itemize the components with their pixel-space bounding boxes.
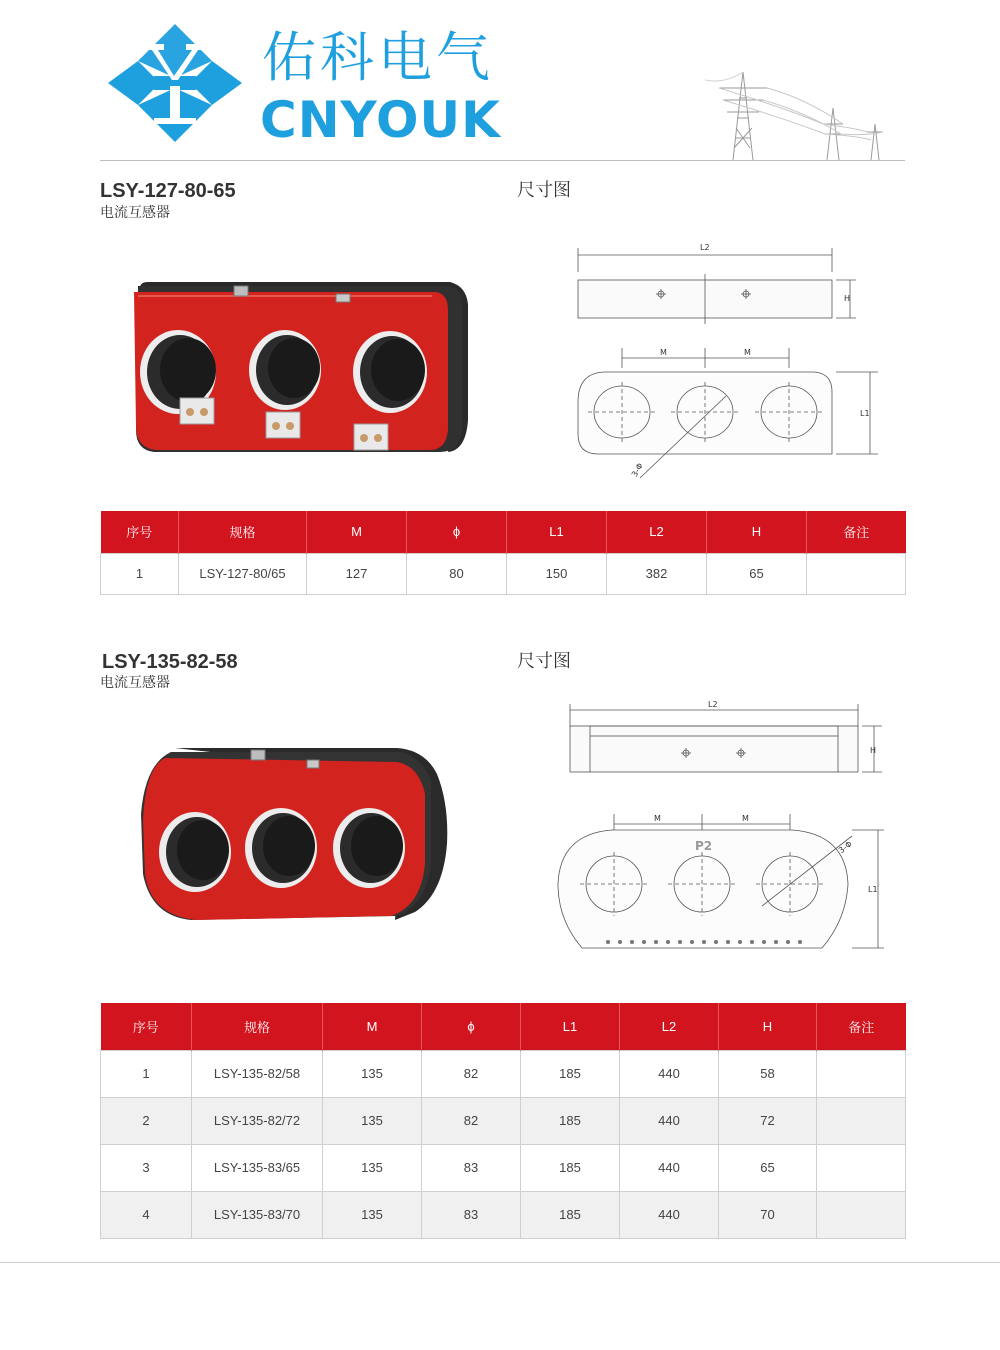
table-cell: [817, 1097, 906, 1144]
table-cell: LSY-135-82/72: [192, 1097, 323, 1144]
table-cell: 83: [422, 1191, 521, 1238]
table-header-cell: 规格: [179, 511, 307, 553]
section2-l2-label: L2: [708, 700, 718, 709]
brand-logo-icon: [108, 24, 242, 142]
table-cell: 65: [719, 1144, 817, 1191]
section1-subtitle: 电流互感器: [100, 205, 170, 221]
table-cell: [817, 1144, 906, 1191]
section2-subtitle: 电流互感器: [100, 675, 170, 691]
section1-dimension-drawing: [560, 238, 880, 488]
table-cell: 127: [307, 553, 407, 594]
table-cell: 150: [507, 553, 607, 594]
section2-p2-label: P2: [695, 839, 713, 853]
table-cell: 135: [323, 1191, 422, 1238]
section2-dimension-title: 尺寸图: [517, 651, 571, 672]
table-cell: 185: [521, 1191, 620, 1238]
table-cell: [817, 1191, 906, 1238]
table-cell: 185: [521, 1144, 620, 1191]
table-row: [101, 1144, 906, 1191]
section2-h-label: H: [870, 746, 877, 755]
table-header-cell: L2: [607, 511, 707, 553]
section2-model-title: LSY-135-82-58: [102, 651, 238, 673]
power-tower-illustration-icon: [705, 68, 895, 163]
table-cell: 440: [620, 1144, 719, 1191]
table-cell: 382: [607, 553, 707, 594]
table-cell: LSY-127-80/65: [179, 553, 307, 594]
table-cell: 70: [719, 1191, 817, 1238]
section2-l1-label: L1: [868, 885, 878, 894]
section1-product-image: [130, 280, 475, 460]
table-cell: 83: [422, 1144, 521, 1191]
table-header-cell: L1: [521, 1003, 620, 1050]
table-cell: [817, 1050, 906, 1097]
table-cell: 1: [101, 553, 179, 594]
table-cell: 3: [101, 1144, 192, 1191]
table-row: [101, 1191, 906, 1238]
brand-name-cn: 佑科电气: [262, 26, 494, 89]
table-header-cell: ϕ: [422, 1003, 521, 1050]
table-cell: 185: [521, 1050, 620, 1097]
table-cell: 80: [407, 553, 507, 594]
table-cell: 185: [521, 1097, 620, 1144]
table-row: [101, 1097, 906, 1144]
section1-model-title: LSY-127-80-65: [100, 180, 236, 202]
table-cell: [807, 553, 906, 594]
section1-spec-table: [100, 511, 906, 595]
table-cell: 82: [422, 1050, 521, 1097]
table-header-cell: 备注: [817, 1003, 906, 1050]
section1-table-header-row: [101, 511, 906, 553]
table-cell: 72: [719, 1097, 817, 1144]
table-header-cell: M: [323, 1003, 422, 1050]
table-header-cell: H: [707, 511, 807, 553]
table-header-cell: ϕ: [407, 511, 507, 553]
table-cell: 4: [101, 1191, 192, 1238]
table-cell: 135: [323, 1050, 422, 1097]
section1-m1-label: M: [660, 348, 667, 357]
section1-m2-label: M: [744, 348, 751, 357]
table-header-cell: L2: [620, 1003, 719, 1050]
table-cell: 58: [719, 1050, 817, 1097]
table-cell: 2: [101, 1097, 192, 1144]
table-cell: LSY-135-83/65: [192, 1144, 323, 1191]
section2-m2-label: M: [742, 814, 749, 823]
table-header-cell: 规格: [192, 1003, 323, 1050]
table-cell: 65: [707, 553, 807, 594]
table-row: [101, 553, 906, 594]
table-cell: 440: [620, 1097, 719, 1144]
table-header-cell: 序号: [101, 1003, 192, 1050]
header-divider: [100, 160, 905, 161]
table-cell: 440: [620, 1050, 719, 1097]
section1-h-label: H: [844, 294, 851, 303]
section2-dimension-drawing: [552, 696, 892, 956]
section1-l2-label: L2: [700, 243, 710, 252]
section2-phi-label: 3-Φ: [837, 839, 854, 856]
section2-spec-table: [100, 1003, 906, 1239]
table-cell: LSY-135-82/58: [192, 1050, 323, 1097]
table-header-cell: 序号: [101, 511, 179, 553]
table-cell: 1: [101, 1050, 192, 1097]
table-cell: 440: [620, 1191, 719, 1238]
section1-l1-label: L1: [860, 409, 870, 418]
table-header-cell: H: [719, 1003, 817, 1050]
table-cell: 82: [422, 1097, 521, 1144]
section2-table-header-row: [101, 1003, 906, 1050]
section2-m1-label: M: [654, 814, 661, 823]
table-row: [101, 1050, 906, 1097]
footer-divider: [0, 1262, 1000, 1263]
table-cell: LSY-135-83/70: [192, 1191, 323, 1238]
table-cell: 135: [323, 1097, 422, 1144]
table-header-cell: 备注: [807, 511, 906, 553]
table-header-cell: M: [307, 511, 407, 553]
section1-dimension-title: 尺寸图: [517, 180, 571, 201]
brand-name-en: CNYOUK: [260, 91, 501, 149]
section1-phi-label: 3-Φ: [629, 461, 645, 479]
table-cell: 135: [323, 1144, 422, 1191]
table-header-cell: L1: [507, 511, 607, 553]
section2-product-image: [135, 744, 455, 924]
